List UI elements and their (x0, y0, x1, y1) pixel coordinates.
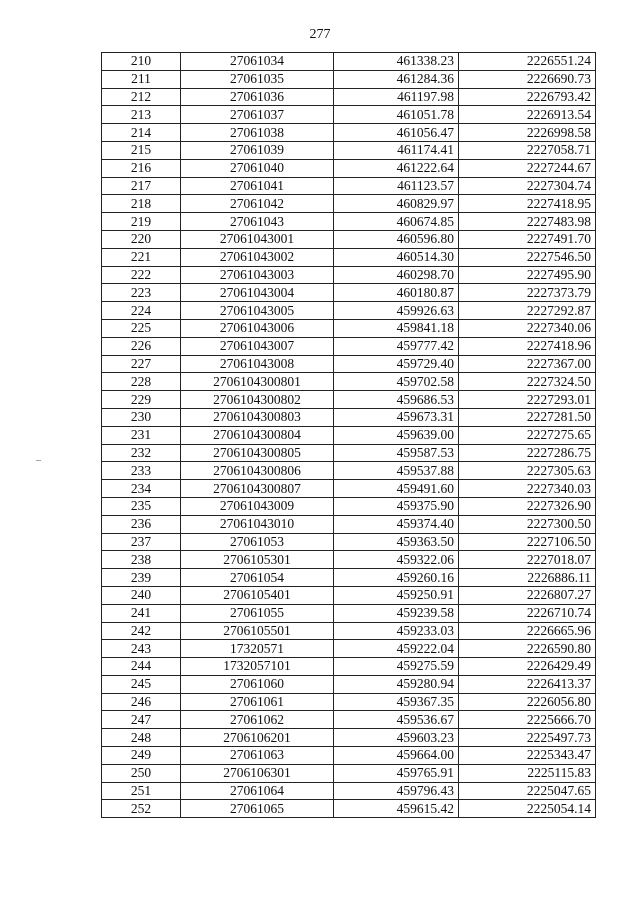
row-number-cell: 214 (102, 124, 181, 142)
point-code-cell: 27061043004 (181, 284, 334, 302)
point-code-cell: 2706104300802 (181, 391, 334, 409)
y-coordinate-cell: 2227495.90 (459, 266, 596, 284)
x-coordinate-cell: 459537.88 (334, 462, 459, 480)
row-number-cell: 240 (102, 586, 181, 604)
point-code-cell: 27061043007 (181, 337, 334, 355)
x-coordinate-cell: 459233.03 (334, 622, 459, 640)
table-row (102, 124, 596, 142)
y-coordinate-cell: 2227326.90 (459, 497, 596, 515)
point-code-cell: 27061034 (181, 53, 334, 71)
point-code-cell: 27061041 (181, 177, 334, 195)
table-row (102, 764, 596, 782)
row-number-cell: 238 (102, 551, 181, 569)
point-code-cell: 27061037 (181, 106, 334, 124)
x-coordinate-cell: 460180.87 (334, 284, 459, 302)
table-row (102, 658, 596, 676)
table-row (102, 480, 596, 498)
point-code-cell: 27061053 (181, 533, 334, 551)
y-coordinate-cell: 2227275.65 (459, 426, 596, 444)
y-coordinate-cell: 2227483.98 (459, 213, 596, 231)
y-coordinate-cell: 2226429.49 (459, 658, 596, 676)
table-row (102, 284, 596, 302)
row-number-cell: 241 (102, 604, 181, 622)
row-number-cell: 230 (102, 408, 181, 426)
x-coordinate-cell: 460674.85 (334, 213, 459, 231)
row-number-cell: 215 (102, 141, 181, 159)
coordinates-table (101, 52, 596, 818)
point-code-cell: 17320571 (181, 640, 334, 658)
x-coordinate-cell: 459363.50 (334, 533, 459, 551)
row-number-cell: 237 (102, 533, 181, 551)
table-row (102, 337, 596, 355)
y-coordinate-cell: 2225497.73 (459, 729, 596, 747)
table-row (102, 426, 596, 444)
row-number-cell: 221 (102, 248, 181, 266)
x-coordinate-cell: 461123.57 (334, 177, 459, 195)
x-coordinate-cell: 459367.35 (334, 693, 459, 711)
x-coordinate-cell: 459686.53 (334, 391, 459, 409)
table-row (102, 675, 596, 693)
table-row (102, 640, 596, 658)
y-coordinate-cell: 2225047.65 (459, 782, 596, 800)
y-coordinate-cell: 2227293.01 (459, 391, 596, 409)
row-number-cell: 228 (102, 373, 181, 391)
y-coordinate-cell: 2227324.50 (459, 373, 596, 391)
x-coordinate-cell: 459375.90 (334, 497, 459, 515)
y-coordinate-cell: 2227018.07 (459, 551, 596, 569)
table-row (102, 141, 596, 159)
point-code-cell: 27061039 (181, 141, 334, 159)
point-code-cell: 2706106201 (181, 729, 334, 747)
table-row (102, 195, 596, 213)
table-row (102, 177, 596, 195)
table-row (102, 248, 596, 266)
table-row (102, 53, 596, 71)
y-coordinate-cell: 2227281.50 (459, 408, 596, 426)
x-coordinate-cell: 459603.23 (334, 729, 459, 747)
point-code-cell: 2706106301 (181, 764, 334, 782)
point-code-cell: 27061064 (181, 782, 334, 800)
row-number-cell: 224 (102, 302, 181, 320)
x-coordinate-cell: 460514.30 (334, 248, 459, 266)
x-coordinate-cell: 461197.98 (334, 88, 459, 106)
y-coordinate-cell: 2227058.71 (459, 141, 596, 159)
row-number-cell: 235 (102, 497, 181, 515)
x-coordinate-cell: 459222.04 (334, 640, 459, 658)
x-coordinate-cell: 461051.78 (334, 106, 459, 124)
x-coordinate-cell: 459250.91 (334, 586, 459, 604)
y-coordinate-cell: 2226413.37 (459, 675, 596, 693)
row-number-cell: 248 (102, 729, 181, 747)
row-number-cell: 227 (102, 355, 181, 373)
point-code-cell: 27061040 (181, 159, 334, 177)
x-coordinate-cell: 459322.06 (334, 551, 459, 569)
row-number-cell: 232 (102, 444, 181, 462)
y-coordinate-cell: 2226998.58 (459, 124, 596, 142)
x-coordinate-cell: 461222.64 (334, 159, 459, 177)
x-coordinate-cell: 459777.42 (334, 337, 459, 355)
page-number: 277 (309, 27, 331, 42)
row-number-cell: 245 (102, 675, 181, 693)
row-number-cell: 250 (102, 764, 181, 782)
y-coordinate-cell: 2226886.11 (459, 569, 596, 587)
table-row (102, 533, 596, 551)
row-number-cell: 213 (102, 106, 181, 124)
row-number-cell: 243 (102, 640, 181, 658)
table-row (102, 444, 596, 462)
x-coordinate-cell: 461056.47 (334, 124, 459, 142)
row-number-cell: 211 (102, 70, 181, 88)
point-code-cell: 27061043010 (181, 515, 334, 533)
point-code-cell: 27061054 (181, 569, 334, 587)
table-row (102, 213, 596, 231)
table-row (102, 230, 596, 248)
point-code-cell: 2706105401 (181, 586, 334, 604)
point-code-cell: 27061036 (181, 88, 334, 106)
y-coordinate-cell: 2226807.27 (459, 586, 596, 604)
table-row (102, 569, 596, 587)
point-code-cell: 27061065 (181, 800, 334, 818)
y-coordinate-cell: 2227300.50 (459, 515, 596, 533)
coordinates-table-body (102, 53, 596, 818)
x-coordinate-cell: 459491.60 (334, 480, 459, 498)
point-code-cell: 27061043001 (181, 230, 334, 248)
point-code-cell: 27061062 (181, 711, 334, 729)
x-coordinate-cell: 459639.00 (334, 426, 459, 444)
stray-mark: – (36, 455, 41, 466)
x-coordinate-cell: 460829.97 (334, 195, 459, 213)
y-coordinate-cell: 2227546.50 (459, 248, 596, 266)
x-coordinate-cell: 461284.36 (334, 70, 459, 88)
y-coordinate-cell: 2227244.67 (459, 159, 596, 177)
x-coordinate-cell: 459239.58 (334, 604, 459, 622)
x-coordinate-cell: 459702.58 (334, 373, 459, 391)
y-coordinate-cell: 2226056.80 (459, 693, 596, 711)
row-number-cell: 244 (102, 658, 181, 676)
table-row (102, 604, 596, 622)
x-coordinate-cell: 461338.23 (334, 53, 459, 71)
point-code-cell: 2706104300806 (181, 462, 334, 480)
y-coordinate-cell: 2227418.96 (459, 337, 596, 355)
row-number-cell: 217 (102, 177, 181, 195)
row-number-cell: 234 (102, 480, 181, 498)
x-coordinate-cell: 459926.63 (334, 302, 459, 320)
table-row (102, 693, 596, 711)
table-row (102, 515, 596, 533)
x-coordinate-cell: 459260.16 (334, 569, 459, 587)
y-coordinate-cell: 2226590.80 (459, 640, 596, 658)
table-row (102, 782, 596, 800)
row-number-cell: 222 (102, 266, 181, 284)
y-coordinate-cell: 2227305.63 (459, 462, 596, 480)
y-coordinate-cell: 2226551.24 (459, 53, 596, 71)
row-number-cell: 249 (102, 747, 181, 765)
point-code-cell: 2706104300803 (181, 408, 334, 426)
point-code-cell: 27061055 (181, 604, 334, 622)
table-row (102, 462, 596, 480)
row-number-cell: 219 (102, 213, 181, 231)
row-number-cell: 247 (102, 711, 181, 729)
y-coordinate-cell: 2225115.83 (459, 764, 596, 782)
y-coordinate-cell: 2227491.70 (459, 230, 596, 248)
table-row (102, 800, 596, 818)
x-coordinate-cell: 459673.31 (334, 408, 459, 426)
x-coordinate-cell: 459841.18 (334, 319, 459, 337)
y-coordinate-cell: 2226710.74 (459, 604, 596, 622)
point-code-cell: 2706104300807 (181, 480, 334, 498)
x-coordinate-cell: 459587.53 (334, 444, 459, 462)
point-code-cell: 2706105501 (181, 622, 334, 640)
point-code-cell: 27061061 (181, 693, 334, 711)
table-row (102, 266, 596, 284)
x-coordinate-cell: 459536.67 (334, 711, 459, 729)
x-coordinate-cell: 459280.94 (334, 675, 459, 693)
row-number-cell: 223 (102, 284, 181, 302)
point-code-cell: 27061043 (181, 213, 334, 231)
row-number-cell: 210 (102, 53, 181, 71)
y-coordinate-cell: 2227418.95 (459, 195, 596, 213)
x-coordinate-cell: 459765.91 (334, 764, 459, 782)
point-code-cell: 27061043003 (181, 266, 334, 284)
point-code-cell: 2706104300801 (181, 373, 334, 391)
y-coordinate-cell: 2226665.96 (459, 622, 596, 640)
y-coordinate-cell: 2225666.70 (459, 711, 596, 729)
y-coordinate-cell: 2227367.00 (459, 355, 596, 373)
row-number-cell: 242 (102, 622, 181, 640)
table-row (102, 408, 596, 426)
row-number-cell: 233 (102, 462, 181, 480)
x-coordinate-cell: 459374.40 (334, 515, 459, 533)
row-number-cell: 216 (102, 159, 181, 177)
point-code-cell: 27061060 (181, 675, 334, 693)
y-coordinate-cell: 2227286.75 (459, 444, 596, 462)
y-coordinate-cell: 2226690.73 (459, 70, 596, 88)
table-row (102, 106, 596, 124)
y-coordinate-cell: 2225054.14 (459, 800, 596, 818)
x-coordinate-cell: 459796.43 (334, 782, 459, 800)
point-code-cell: 2706105301 (181, 551, 334, 569)
table-row (102, 88, 596, 106)
table-row (102, 159, 596, 177)
table-row (102, 70, 596, 88)
x-coordinate-cell: 459729.40 (334, 355, 459, 373)
table-row (102, 497, 596, 515)
table-row (102, 551, 596, 569)
table-row (102, 391, 596, 409)
table-row (102, 622, 596, 640)
point-code-cell: 27061063 (181, 747, 334, 765)
point-code-cell: 27061043008 (181, 355, 334, 373)
row-number-cell: 218 (102, 195, 181, 213)
row-number-cell: 251 (102, 782, 181, 800)
table-row (102, 586, 596, 604)
x-coordinate-cell: 460596.80 (334, 230, 459, 248)
point-code-cell: 27061043009 (181, 497, 334, 515)
point-code-cell: 2706104300804 (181, 426, 334, 444)
y-coordinate-cell: 2227340.06 (459, 319, 596, 337)
row-number-cell: 246 (102, 693, 181, 711)
table-row (102, 711, 596, 729)
row-number-cell: 229 (102, 391, 181, 409)
x-coordinate-cell: 459664.00 (334, 747, 459, 765)
row-number-cell: 225 (102, 319, 181, 337)
y-coordinate-cell: 2226913.54 (459, 106, 596, 124)
row-number-cell: 220 (102, 230, 181, 248)
row-number-cell: 231 (102, 426, 181, 444)
y-coordinate-cell: 2226793.42 (459, 88, 596, 106)
row-number-cell: 212 (102, 88, 181, 106)
table-row (102, 302, 596, 320)
y-coordinate-cell: 2225343.47 (459, 747, 596, 765)
point-code-cell: 27061043006 (181, 319, 334, 337)
point-code-cell: 27061035 (181, 70, 334, 88)
y-coordinate-cell: 2227373.79 (459, 284, 596, 302)
point-code-cell: 27061043002 (181, 248, 334, 266)
point-code-cell: 1732057101 (181, 658, 334, 676)
table-row (102, 355, 596, 373)
row-number-cell: 236 (102, 515, 181, 533)
point-code-cell: 27061038 (181, 124, 334, 142)
x-coordinate-cell: 460298.70 (334, 266, 459, 284)
y-coordinate-cell: 2227106.50 (459, 533, 596, 551)
x-coordinate-cell: 459275.59 (334, 658, 459, 676)
y-coordinate-cell: 2227292.87 (459, 302, 596, 320)
x-coordinate-cell: 459615.42 (334, 800, 459, 818)
table-row (102, 729, 596, 747)
row-number-cell: 226 (102, 337, 181, 355)
table-row (102, 373, 596, 391)
row-number-cell: 252 (102, 800, 181, 818)
point-code-cell: 2706104300805 (181, 444, 334, 462)
row-number-cell: 239 (102, 569, 181, 587)
point-code-cell: 27061042 (181, 195, 334, 213)
y-coordinate-cell: 2227304.74 (459, 177, 596, 195)
x-coordinate-cell: 461174.41 (334, 141, 459, 159)
y-coordinate-cell: 2227340.03 (459, 480, 596, 498)
table-row (102, 319, 596, 337)
point-code-cell: 27061043005 (181, 302, 334, 320)
table-row (102, 747, 596, 765)
